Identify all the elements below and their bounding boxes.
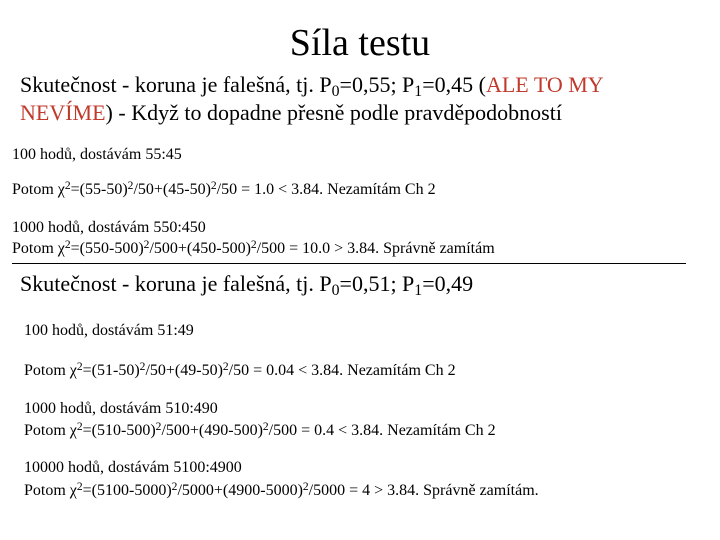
calc-sup: 2 bbox=[139, 360, 146, 373]
section2-calc-1000 bbox=[24, 420, 496, 441]
section2-calc-100 bbox=[24, 360, 456, 381]
calc-sup: 2 bbox=[64, 179, 71, 192]
section1-calc-1000 bbox=[12, 238, 495, 259]
calc-sup: 2 bbox=[76, 360, 83, 373]
calc-text: /500 = 0.4 < 3.84. Nezamítám Ch 2 bbox=[268, 422, 496, 439]
section1-reality-line2 bbox=[20, 100, 562, 126]
section2-case-1000: 1000 hodů, dostávám 510:490 bbox=[24, 400, 218, 417]
calc-text: /50+(45-50) bbox=[133, 181, 211, 198]
calc-text: /50+(49-50) bbox=[145, 362, 223, 379]
section2-case-100: 100 hodů, dostávám 51:49 bbox=[24, 322, 194, 339]
calc-sup: 2 bbox=[64, 238, 71, 251]
section-divider bbox=[12, 263, 686, 264]
calc-text: /500+(490-500) bbox=[161, 422, 263, 439]
section1-calc-100 bbox=[12, 179, 436, 200]
calc-text: /50 = 0.04 < 3.84. Nezamítám Ch 2 bbox=[228, 362, 456, 379]
section1-case-1000: 1000 hodů, dostávám 550:450 bbox=[12, 219, 206, 236]
calc-sup: 2 bbox=[262, 420, 269, 433]
calc-sup: 2 bbox=[302, 480, 309, 493]
calc-text: /50 = 1.0 < 3.84. Nezamítám Ch 2 bbox=[216, 181, 436, 198]
section2-prefix: Skutečnost - koruna je falešná, tj. P bbox=[20, 271, 332, 296]
calc-text: /5000+(4900-5000) bbox=[177, 482, 303, 499]
section2-p1-value: =0,49 bbox=[422, 271, 474, 296]
section2-case-10000: 10000 hodů, dostávám 5100:4900 bbox=[24, 459, 242, 476]
section2-p0-sub: 0 bbox=[331, 281, 340, 299]
section1-p0-sub: 0 bbox=[331, 82, 340, 100]
section2-calc-10000 bbox=[24, 480, 539, 501]
calc-text: /500+(450-500) bbox=[149, 240, 251, 257]
calc-text: =(550-500) bbox=[70, 240, 144, 257]
section1-p1-sub: 1 bbox=[414, 82, 423, 100]
calc-text: Potom χ bbox=[12, 181, 65, 198]
calc-sup: 2 bbox=[76, 480, 83, 493]
calc-sup: 2 bbox=[155, 420, 162, 433]
calc-text: /5000 = 4 > 3.84. Správně zamítám. bbox=[308, 482, 539, 499]
section1-line2-rest: ) - Když to dopadne přesně podle pravděpodobností bbox=[105, 100, 562, 125]
calc-text: Potom χ bbox=[24, 362, 77, 379]
calc-sup: 2 bbox=[76, 420, 83, 433]
section2-p0-value: =0,51; P bbox=[339, 271, 415, 296]
calc-text: /500 = 10.0 > 3.84. Správně zamítám bbox=[256, 240, 495, 257]
calc-text: Potom χ bbox=[24, 482, 77, 499]
calc-sup: 2 bbox=[210, 179, 217, 192]
section1-p0-value: =0,55; P bbox=[339, 72, 415, 97]
section1-reality-line1 bbox=[20, 72, 604, 98]
calc-sup: 2 bbox=[171, 480, 178, 493]
section1-case-100: 100 hodů, dostávám 55:45 bbox=[12, 146, 182, 163]
calc-sup: 2 bbox=[127, 179, 134, 192]
calc-text: =(510-500) bbox=[82, 422, 156, 439]
calc-sup: 2 bbox=[143, 238, 150, 251]
section2-reality-line bbox=[20, 271, 473, 297]
section1-red-note-part2: NEVÍME bbox=[20, 100, 106, 125]
calc-text: =(55-50) bbox=[70, 181, 128, 198]
calc-sup: 2 bbox=[250, 238, 257, 251]
calc-text: =(51-50) bbox=[82, 362, 140, 379]
calc-text: Potom χ bbox=[12, 240, 65, 257]
section2-p1-sub: 1 bbox=[414, 281, 423, 299]
section1-red-note-part1: ALE TO MY bbox=[485, 72, 604, 97]
section1-prefix: Skutečnost - koruna je falešná, tj. P bbox=[20, 72, 332, 97]
calc-sup: 2 bbox=[222, 360, 229, 373]
calc-text: Potom χ bbox=[24, 422, 77, 439]
slide-title: Síla testu bbox=[289, 22, 431, 64]
section1-p1-value: =0,45 ( bbox=[422, 72, 486, 97]
calc-text: =(5100-5000) bbox=[82, 482, 172, 499]
